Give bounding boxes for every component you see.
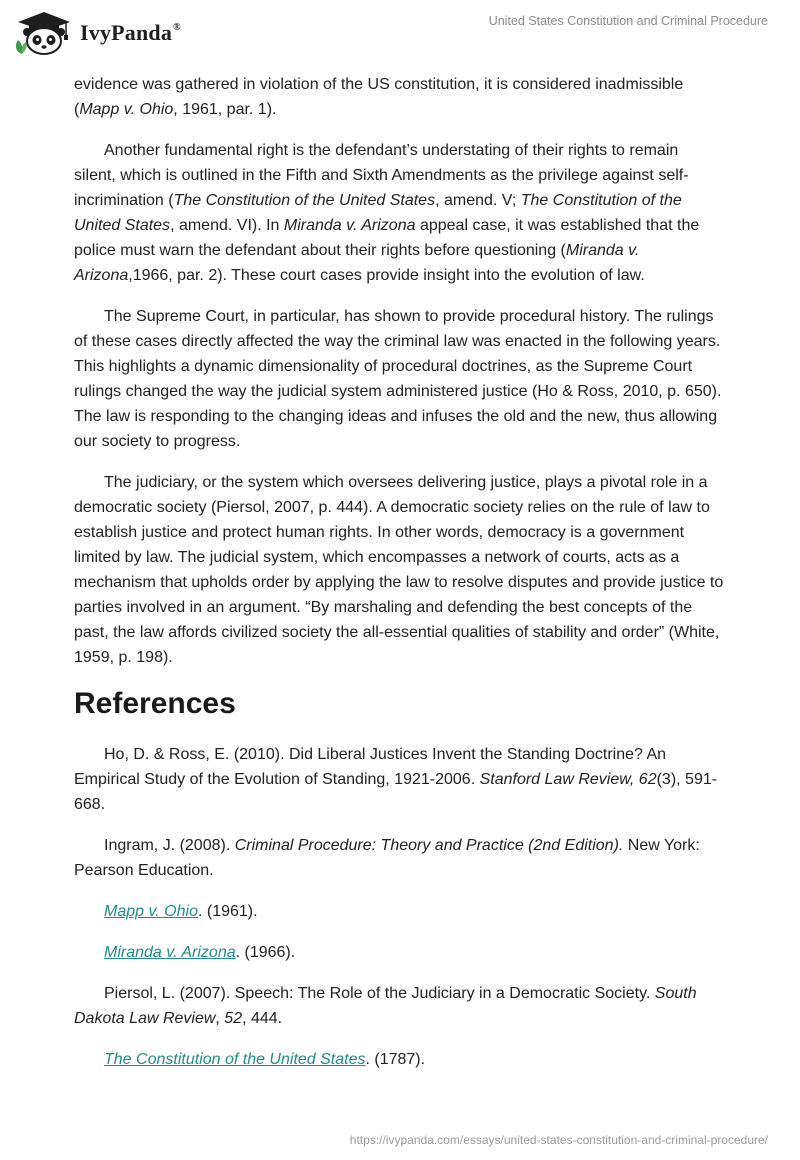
panda-logo-icon[interactable] — [12, 10, 76, 56]
document-title: United States Constitution and Criminal Procedure — [488, 14, 768, 28]
reference-piersol: Piersol, L. (2007). Speech: The Role of the Judiciary in a Democratic Society. South Dakota Law Review, 52, 444. — [74, 985, 697, 1027]
footer-url: https://ivypanda.com/essays/united-states-constitution-and-criminal-procedure/ — [349, 1133, 768, 1147]
miranda-v-arizona-link[interactable]: Miranda v. Arizona — [104, 944, 236, 961]
reference-ingram: Ingram, J. (2008). Criminal Procedure: Theory and Practice (2nd Edition). New York: Pearson Education. — [74, 837, 700, 879]
paragraph-4: The judiciary, or the system which oversees delivering justice, plays a pivotal role in a democratic society (Piersol, 2007, p. 444). A democratic society relies on the rule of law to establish justice and protect human rights. In other words, democracy is a government limited by law. The judicial system, which encompasses a network of courts, acts as a mechanism that upholds order by applying the law to resolve disputes and provide justice to parties involved in an argument. “By marshaling and defending the best concepts of the past, the law affords civilized society the all-essential qualities of stability and order” (White, 1959, p. 198). — [74, 474, 724, 666]
essay-content — [74, 72, 724, 1088]
references-heading: References — [74, 687, 236, 720]
paragraph-3: The Supreme Court, in particular, has shown to provide procedural history. The rulings of these cases directly affected the way the criminal law was enacted in the following years. This highlights a dynamic dimensionality of procedural doctrines, as the Supreme Court rulings changed the way the judicial system administered justice (Ho & Ross, 2010, p. 650). The law is responding to the changing ideas and infuses the old and the new, thus allowing our society to progress. — [74, 308, 722, 450]
reference-ho-ross: Ho, D. & Ross, E. (2010). Did Liberal Justices Invent the Standing Doctrine? An Empirical Study of the Evolution of Standing, 1921-2006. Stanford Law Review, 62(3), 591-668. — [74, 746, 718, 813]
reference-mapp: Mapp v. Ohio. (1961). — [104, 903, 258, 920]
brand-name[interactable]: IvyPanda® — [80, 20, 181, 45]
paragraph-1: evidence was gathered in violation of the US constitution, it is considered inadmissible (Mapp v. Ohio, 1961, par. 1). — [74, 76, 684, 118]
mapp-v-ohio-link[interactable]: Mapp v. Ohio — [104, 903, 198, 920]
page-header — [0, 0, 800, 68]
reference-constitution: The Constitution of the United States. (1787). — [104, 1051, 426, 1068]
reference-miranda: Miranda v. Arizona. (1966). — [104, 944, 296, 961]
constitution-link[interactable]: The Constitution of the United States — [104, 1051, 366, 1068]
paragraph-2: Another fundamental right is the defendant’s understating of their rights to remain silent, which is outlined in the Fifth and Sixth Amendments as the privilege against self-incrimination (The Constitution of the United States, amend. V; The Constitution of the United States, amend. VI). In Miranda v. Arizona appeal case, it was established that the police must warn the defendant about their rights before questioning (Miranda v. Arizona,1966, par. 2). These court cases provide insight into the evolution of law. — [74, 142, 700, 284]
